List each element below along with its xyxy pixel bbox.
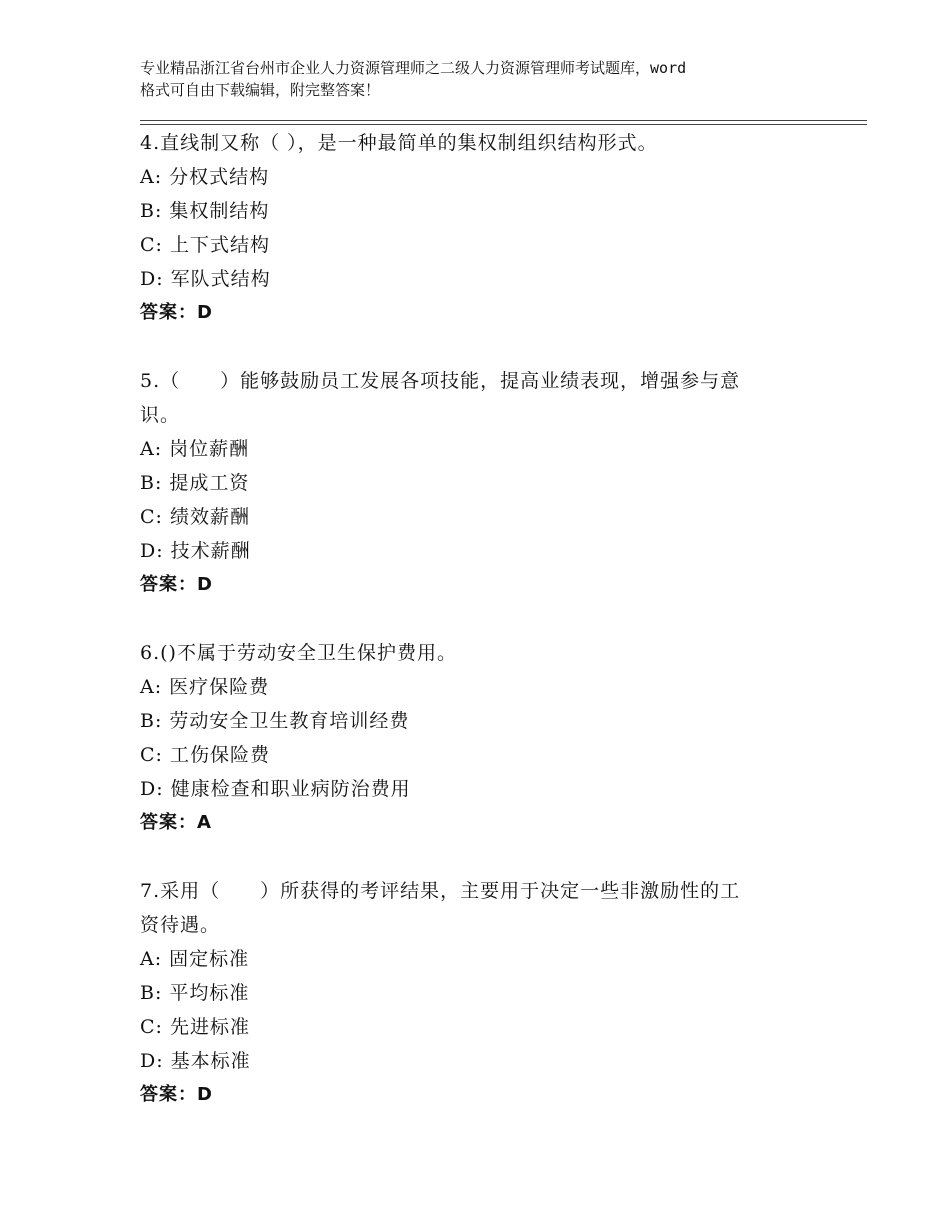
header-divider-bottom <box>140 124 867 125</box>
question-6 <box>140 636 820 840</box>
document-header <box>140 57 830 101</box>
question-stem: 5.（ ）能够鼓励员工发展各项技能，提高业绩表现，增强参与意 <box>140 370 741 392</box>
header-divider-top <box>140 120 867 121</box>
question-stem-continued: 资待遇。 <box>140 914 221 936</box>
question-4 <box>140 126 820 330</box>
question-5 <box>140 364 820 602</box>
question-spacer <box>140 840 820 874</box>
option-d: D: 军队式结构 <box>140 268 271 290</box>
question-7 <box>140 874 820 1112</box>
header-line-2: 格式可自由下载编辑，附完整答案！ <box>140 81 381 99</box>
option-c: C: 工伤保险费 <box>140 744 270 766</box>
question-list <box>140 126 820 1112</box>
option-d: D: 技术薪酬 <box>140 540 251 562</box>
option-b: B: 平均标准 <box>140 982 250 1004</box>
option-c: C: 绩效薪酬 <box>140 506 250 528</box>
option-b: B: 提成工资 <box>140 472 250 494</box>
option-c: C: 先进标准 <box>140 1016 250 1038</box>
header-line-1: 专业精品浙江省台州市企业人力资源管理师之二级人力资源管理师考试题库，word <box>140 59 687 77</box>
option-b: B: 集权制结构 <box>140 200 270 222</box>
option-a: A: 岗位薪酬 <box>140 438 250 460</box>
answer-line: 答案：D <box>140 302 213 323</box>
option-d: D: 基本标准 <box>140 1050 251 1072</box>
option-a: A: 固定标准 <box>140 948 250 970</box>
option-a: A: 医疗保险费 <box>140 676 270 698</box>
answer-line: 答案：A <box>140 812 212 833</box>
option-d: D: 健康检查和职业病防治费用 <box>140 778 411 800</box>
answer-line: 答案：D <box>140 1084 213 1105</box>
option-c: C: 上下式结构 <box>140 234 270 256</box>
answer-line: 答案：D <box>140 574 213 595</box>
question-stem: 4.直线制又称（ ），是一种最简单的集权制组织结构形式。 <box>140 132 658 154</box>
option-b: B: 劳动安全卫生教育培训经费 <box>140 710 410 732</box>
question-spacer <box>140 602 820 636</box>
question-stem: 6.()不属于劳动安全卫生保护费用。 <box>140 642 457 664</box>
question-spacer <box>140 330 820 364</box>
question-stem: 7.采用（ ）所获得的考评结果，主要用于决定一些非激励性的工 <box>140 880 741 902</box>
question-stem-continued: 识。 <box>140 404 181 426</box>
option-a: A: 分权式结构 <box>140 166 270 188</box>
